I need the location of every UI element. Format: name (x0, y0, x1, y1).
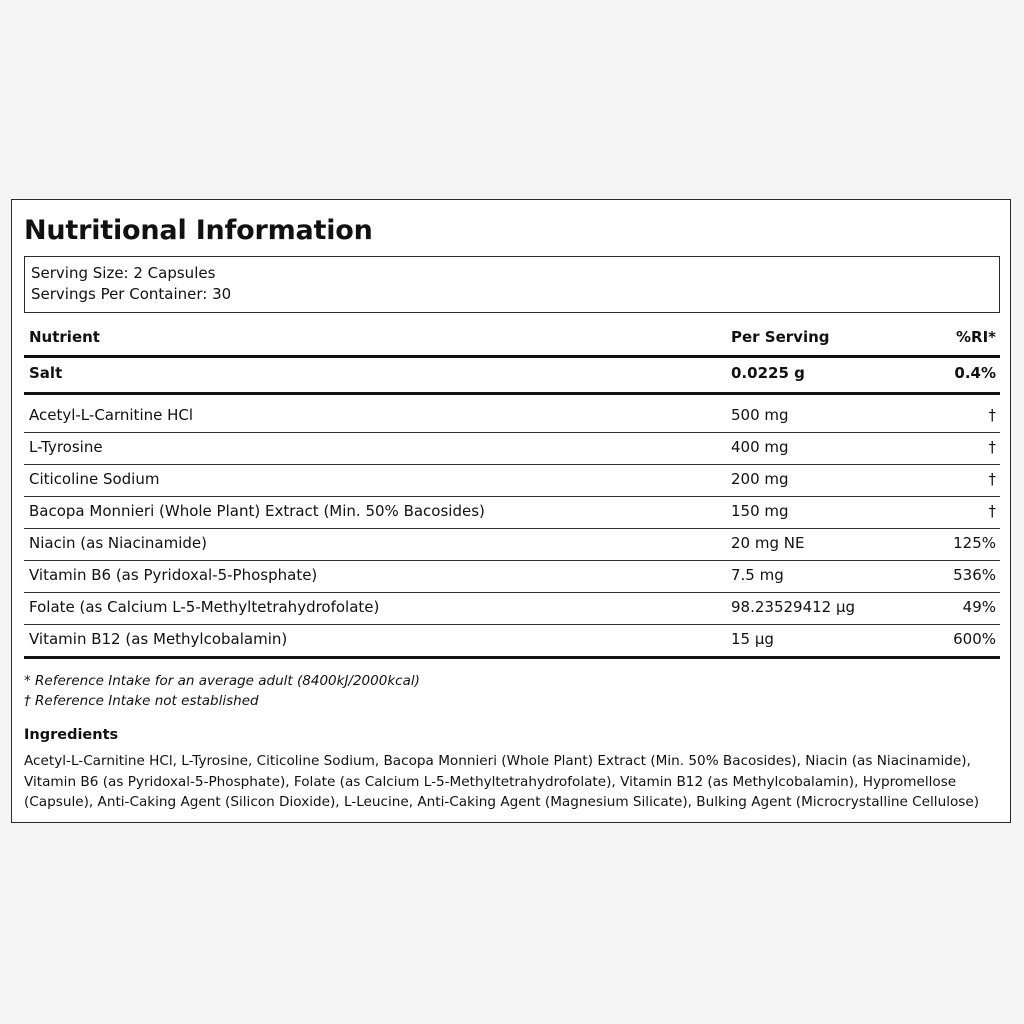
header-per-serving: Per Serving (731, 328, 830, 346)
footnotes (24, 671, 420, 711)
footnote-reference-intake: * Reference Intake for an average adult (8400kJ/2000kcal) (24, 673, 420, 689)
table-row (24, 359, 1000, 395)
table-row (24, 433, 1000, 465)
nutrition-panel (11, 199, 1011, 823)
per-serving-value: 500 mg (731, 406, 789, 424)
ri-value: † (988, 470, 996, 488)
nutrient-name: Citicoline Sodium (29, 470, 160, 488)
nutrient-name: Vitamin B12 (as Methylcobalamin) (29, 630, 288, 648)
ri-value: 600% (953, 630, 996, 648)
table-row (24, 561, 1000, 593)
ri-value: † (988, 406, 996, 424)
ri-value: 0.4% (954, 364, 996, 382)
ingredients-heading: Ingredients (24, 727, 119, 743)
per-serving-value: 98.23529412 µg (731, 598, 856, 616)
per-serving-value: 15 µg (731, 630, 774, 648)
nutrient-name: Bacopa Monnieri (Whole Plant) Extract (Min. 50% Bacosides) (29, 502, 485, 520)
header-ri: %RI* (955, 328, 996, 346)
per-serving-value: 400 mg (731, 438, 789, 456)
nutrient-name: Salt (29, 364, 63, 382)
nutrient-name: Niacin (as Niacinamide) (29, 534, 207, 552)
table-row (24, 529, 1000, 561)
per-serving-value: 7.5 mg (731, 566, 784, 584)
serving-info-box (24, 256, 1000, 313)
table-row (24, 401, 1000, 433)
table-header (24, 324, 1000, 358)
servings-per-container: Servings Per Container: 30 (31, 285, 232, 303)
serving-size: Serving Size: 2 Capsules (31, 264, 216, 282)
ri-value: † (988, 502, 996, 520)
nutrient-name: L-Tyrosine (29, 438, 103, 456)
table-row (24, 497, 1000, 529)
ri-value: 536% (953, 566, 996, 584)
table-row (24, 465, 1000, 497)
nutrient-name: Acetyl-L-Carnitine HCl (29, 406, 194, 424)
table-row (24, 593, 1000, 625)
footnote-not-established: † Reference Intake not established (24, 693, 259, 709)
per-serving-value: 200 mg (731, 470, 789, 488)
header-nutrient: Nutrient (29, 328, 100, 346)
ri-value: 49% (962, 598, 996, 616)
ri-value: 125% (953, 534, 996, 552)
per-serving-value: 20 mg NE (731, 534, 805, 552)
per-serving-value: 150 mg (731, 502, 789, 520)
panel-title: Nutritional Information (24, 215, 373, 246)
ingredients-list: Acetyl-L-Carnitine HCl, L-Tyrosine, Citicoline Sodium, Bacopa Monnieri (Whole Plant) Extract (Min. 50% Bacosides), Niacin (as Niacinamide), Vitamin B6 (as Pyridoxal-5-Phosphate), Folate (as Calcium L-5-Methyltetrahydrofolate), Vitamin B12 (as Methylcobalamin), Hypromellose (Capsule), Anti-Caking Agent (Silicon Dioxide), L-Leucine, Anti-Caking Agent (Magnesium Silicate), Bulking Agent (Microcrystalline Cellulose) (24, 753, 980, 810)
per-serving-value: 0.0225 g (731, 364, 805, 382)
table-row (24, 625, 1000, 659)
nutrient-name: Folate (as Calcium L-5-Methyltetrahydrofolate) (29, 598, 380, 616)
ri-value: † (988, 438, 996, 456)
nutrient-name: Vitamin B6 (as Pyridoxal-5-Phosphate) (29, 566, 318, 584)
